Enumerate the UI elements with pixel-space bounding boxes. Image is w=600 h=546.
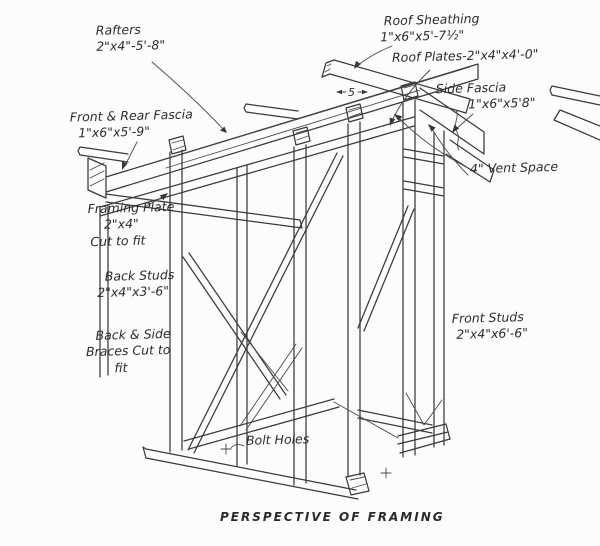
label-line: Cut to fit [90, 232, 146, 249]
arrowhead [428, 124, 436, 132]
label-front-studs [452, 309, 529, 343]
label-line: Braces Cut to [85, 342, 171, 360]
label-front-rear-fascia [70, 106, 194, 142]
arrowhead [452, 125, 459, 133]
label-line: Side Fascia [435, 79, 507, 97]
label-line: 1"x6"x5'-7½" [380, 27, 465, 45]
label-back-studs [97, 267, 175, 302]
dimension-5 [336, 86, 368, 99]
label-line: Front & Rear Fascia [69, 106, 193, 125]
label-side-fascia [436, 79, 536, 114]
label-line: Rafters [95, 21, 141, 38]
label-line: 2"x4"x6'-6" [456, 325, 529, 343]
arrowhead [362, 90, 368, 94]
label-line: Framing Plate [87, 198, 175, 217]
label-framing-plate [87, 199, 175, 250]
label-line: 2"x4"-5'-8" [96, 37, 166, 55]
bolt-hole-mark [221, 444, 231, 454]
label-line: Bolt Holes [245, 431, 310, 448]
bolt-hole-mark [381, 468, 391, 478]
drawing-title: PERSPECTIVE OF FRAMING [220, 510, 445, 524]
dimension-5-text: 5 [348, 86, 355, 99]
label-line: 2"x4"x3'-6" [97, 283, 170, 301]
label-line: 1"x6"x5'8" [468, 94, 536, 112]
arrowhead [336, 90, 342, 94]
arrowhead [390, 118, 396, 127]
label-line: 1"x6"x5'-9" [78, 123, 151, 141]
label-line: Back & Side [95, 325, 171, 343]
label-line: Roof Sheathing [383, 10, 480, 29]
label-line: 2"x4" [103, 216, 139, 232]
label-rafters [96, 21, 166, 55]
label-line: Front Studs [451, 309, 524, 326]
label-line: Back Studs [104, 266, 175, 284]
label-roof-sheathing [380, 10, 481, 46]
label-back-side-braces [85, 326, 171, 377]
base-frame [143, 399, 450, 499]
label-bolt-holes [246, 431, 310, 449]
label-line: 4" Vent Space [469, 158, 559, 177]
label-line: Roof Plates-2"x4"x4'-0" [391, 46, 539, 65]
label-line: fit [114, 359, 128, 375]
label-vent-space [470, 159, 558, 178]
